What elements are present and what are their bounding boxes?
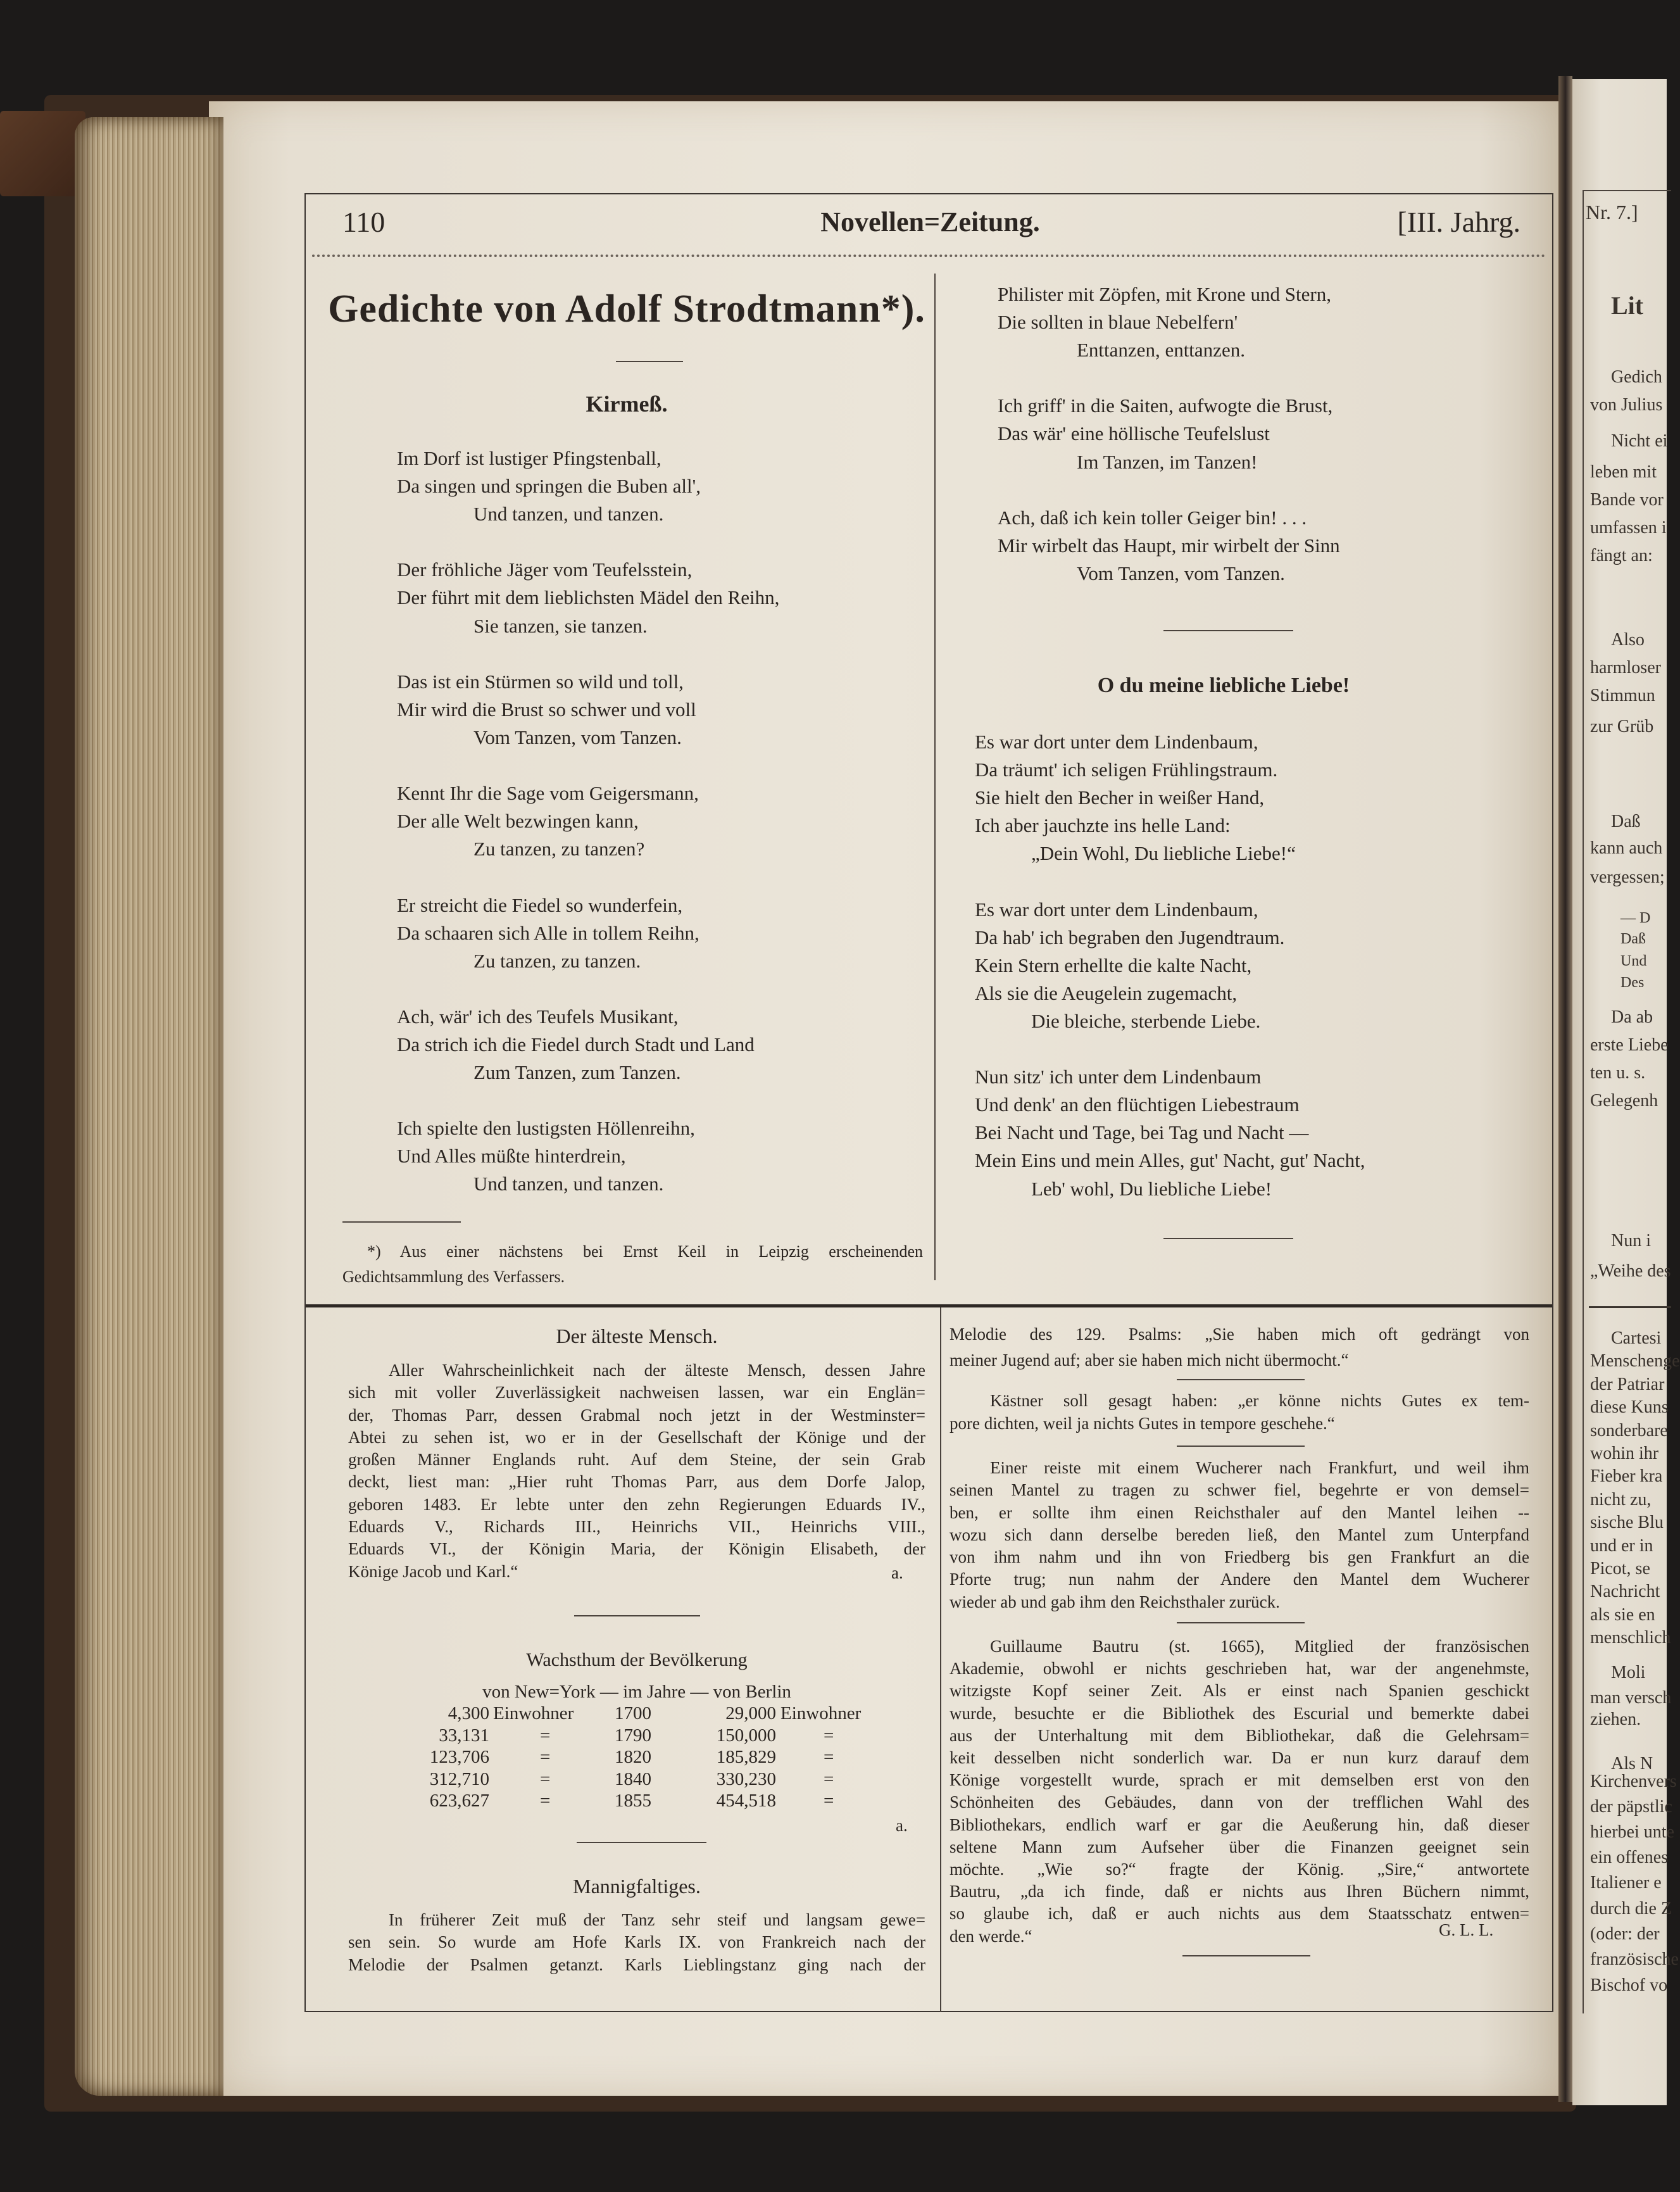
berlin-population: 150,000 [716,1725,776,1746]
verse-line: „Dein Wohl, Du liebliche Liebe!“ [1031,842,1296,865]
population-table [306,1703,932,1812]
poem-title-kirmess: Kirmeß. [586,391,668,417]
text-line: möchte. „Wie so?“ fragte der König. „Sire,“ antwortete [950,1860,1529,1879]
next-page-line: Picot, se [1590,1559,1650,1578]
verse-line: Im Tanzen, im Tanzen! [1077,450,1258,473]
verse-line: Zum Tanzen, zum Tanzen. [473,1061,681,1084]
next-page-line: zur Grüb [1590,717,1654,736]
signature: a. [896,1816,908,1835]
next-page-line: „Weihe des [1590,1261,1671,1281]
article-misc [348,1909,925,1976]
right-page-frame [1583,190,1584,2013]
verse-line: Bei Nacht und Tage, bei Tag und Nacht — [975,1121,1309,1144]
verse-line: Sie hielt den Becher in weißer Hand, [975,786,1265,809]
next-page-line: sonderbare [1590,1421,1668,1440]
section-rule [306,1304,1552,1307]
right-page-frame-top [1583,190,1671,191]
stanza [397,1114,779,1198]
verse-line: Zu tanzen, zu tanzen? [473,838,645,860]
header-wavy-rule [312,255,1546,257]
next-page-line: Und [1620,953,1647,969]
next-page-line: Daß [1611,812,1641,831]
verse-line: Als sie die Aeugelein zugemacht, [975,981,1238,1004]
separator [1177,1622,1305,1623]
page-edges [75,117,223,2096]
next-page-line: (oder: der [1590,1924,1660,1944]
next-page-line: menschlich [1590,1628,1671,1647]
next-page-line: harmloser [1590,658,1661,677]
verse-line: Nun sitz' ich unter dem Lindenbaum [975,1066,1262,1088]
book-gutter [1558,76,1572,2102]
separator [1177,1446,1305,1447]
text-line: aus der Unterhaltung mit dem Bibliothekar, daß die Gelehrsam= [950,1725,1529,1745]
next-page-line: Bischof vo [1590,1975,1668,1995]
next-page-line: fängt an: [1590,546,1653,565]
anecdote-kaestner [950,1389,1529,1435]
verse-line: Es war dort unter dem Lindenbaum, [975,898,1258,921]
ditto-mark: = [540,1725,551,1746]
text-line: meiner Jugend auf; aber sie haben mich nicht übermocht.“ [950,1351,1349,1370]
next-page-line: ten u. s. [1590,1063,1646,1083]
text-line: Guillaume Bautru (st. 1665), Mitglied der französischen [990,1637,1529,1656]
text-line: Einer reiste mit einem Wucherer nach Frankfurt, und weil ihm [990,1458,1529,1477]
unit-label: Einwohner [780,1703,862,1723]
verse-line: Es war dort unter dem Lindenbaum, [975,731,1258,753]
verse-line: Mir wirbelt das Haupt, mir wirbelt der Sinn [998,534,1340,557]
berlin-population: 330,230 [716,1768,776,1789]
anecdote-bautru [950,1635,1529,1948]
article-title-population: Wachsthum der Bevölkerung [526,1649,748,1670]
poem-title-liebe: O du meine liebliche Liebe! [1097,674,1350,697]
text-line: wozu sich dann derselbe bereden ließ, den Mantel zum Unterpfand [950,1525,1529,1544]
table-row [306,1725,932,1747]
text-line: keit desselben nicht sonderlich war. Da er nun kurz darauf dem [950,1748,1529,1768]
text-line: witzigste Kopf seiner Zeit. Als er einst nach Spanien geschickt [950,1681,1529,1701]
verse-line: Kein Stern erhellte die kalte Nacht, [975,954,1252,976]
book-spine-corner [0,111,85,196]
text-line: Bibliothekars, endlich warf er gar die Aeußerung hin, daß dieser [950,1815,1529,1834]
verse-line: Er streicht die Fiedel so wunderfein, [397,893,683,916]
verse-line: Ach, wär' ich des Teufels Musikant, [397,1005,679,1028]
text-line: ben, er sollte ihm einen Reichsthaler auf den Mantel leihen -- [950,1502,1529,1522]
text-line: geboren 1483. Er lebte unter den zehn Regierungen Eduards IV., [348,1494,925,1514]
text-line: Könige Jacob und Karl.“ [348,1561,518,1581]
next-page-line: wohin ihr [1590,1444,1659,1463]
next-page-line: vergessen; [1590,867,1665,887]
verse-line: Philister mit Zöpfen, mit Krone und Stern, [998,283,1331,305]
stanza [975,728,1365,867]
verse-line: Vom Tanzen, vom Tanzen. [473,726,682,748]
verse-line: Die sollten in blaue Nebelfern' [998,311,1238,334]
next-page-line: Nicht ei [1611,431,1668,451]
stanza [397,668,779,752]
new-york-population: 623,627 [429,1791,489,1811]
text-line: Akademie, obwohl er nichts geschrieben hat, war der angenehmste, [950,1659,1529,1679]
next-page-line: umfassen i [1590,518,1667,538]
stanza [397,556,779,639]
new-york-population: 123,706 [429,1747,489,1768]
population-table-header: von New=York — im Jahre — von Berlin [482,1682,791,1702]
text-line: wurde, besuchte er die Bibliothek des Escurial und bemerkte dabei [950,1703,1529,1723]
next-page-line: — D [1620,910,1651,926]
article-title-oldest-man: Der älteste Mensch. [556,1325,718,1347]
table-row [306,1703,932,1725]
berlin-population: 185,829 [716,1747,776,1768]
verse-line: Der führt mit dem lieblichsten Mädel den Reihn, [397,586,780,609]
berlin-population: 29,000 [725,1703,776,1723]
next-page-line: von Julius [1590,395,1663,415]
text-line: Schönheiten des Gebäudes, dann von der trefflichen Wahl des [950,1792,1529,1812]
article-misc-continued [950,1321,1529,1373]
anecdote-usurer [950,1457,1529,1613]
verse-line: Das wär' eine höllische Teufelslust [998,422,1270,445]
text-line: Gedichtsammlung des Verfassers. [342,1268,565,1286]
text-line: von ihm nahm und ihn von Friedberg bis gen Frankfurt an die [950,1547,1529,1567]
stanza [397,891,779,975]
next-page-line: kann auch [1590,838,1663,858]
ditto-mark: = [540,1791,551,1811]
new-york-population: 312,710 [429,1768,489,1789]
year: 1700 [615,1703,651,1723]
next-page-line: Menschenge [1590,1351,1680,1371]
ditto-mark: = [540,1747,551,1768]
next-page-line: Nachricht [1590,1582,1660,1601]
separator [1182,1955,1310,1956]
next-page-line: Nr. 7.] [1586,201,1638,224]
poem-kirmess-part1 [397,444,779,1226]
next-page-line: Fieber kra [1590,1466,1663,1486]
publication-title: Novellen=Zeitung. [820,206,1040,237]
year: 1820 [615,1747,651,1768]
stanza [998,392,1340,476]
poems-title: Gedichte von Adolf Strodtmann*). [328,287,925,331]
verse-line: Kennt Ihr die Sage vom Geigersmann, [397,782,699,805]
next-page-line: der päpstlic [1590,1797,1672,1817]
poem-kirmess-part2 [998,280,1340,615]
separator [577,1842,706,1843]
verse-line: Zu tanzen, zu tanzen. [473,949,641,972]
new-york-population: 4,300 [448,1703,489,1723]
text-line: so glaube ich, daß er auch nichts aus dem Staatsschatz entwen= [950,1904,1529,1924]
text-line: Melodie der Psalmen getanzt. Karls Lieblingstanz ging nach der [348,1955,925,1974]
text-line: sen sein. So wurde am Hofe Karls IX. von Frankreich nach der [348,1932,925,1952]
new-york-population: 33,131 [439,1725,489,1746]
year: 1855 [615,1791,651,1811]
ditto-mark: = [824,1725,834,1746]
page-number: 110 [342,206,386,238]
verse-line: Im Dorf ist lustiger Pfingstenball, [397,447,661,469]
ditto-mark: = [540,1768,551,1789]
stanza [975,896,1365,1035]
text-line: großen Männer Englands ruht. Auf dem Steine, der sein Grab [348,1450,925,1470]
verse-line: Der alle Welt bezwingen kann, [397,810,639,833]
table-row [306,1790,932,1812]
next-page-line: man versch [1590,1688,1672,1708]
separator [1163,1238,1293,1239]
text-line: Aller Wahrscheinlichkeit nach der älteste Mensch, dessen Jahre [389,1361,925,1380]
next-page-line: Lit [1611,291,1644,320]
verse-line: Die bleiche, sterbende Liebe. [1031,1009,1261,1032]
next-page-line: Nun i [1611,1231,1651,1250]
next-page-line: der Patriar [1590,1375,1665,1394]
verse-line: Mir wird die Brust so schwer und voll [397,698,696,721]
next-page-line: und er in [1590,1536,1653,1556]
verse-line: Und denk' an den flüchtigen Liebestraum [975,1093,1300,1116]
verse-line: Da schaaren sich Alle in tollem Reihn, [397,921,699,944]
next-page-line: ein offenes [1590,1848,1669,1867]
next-page-line: Als N [1611,1754,1653,1773]
verse-line: Da singen und springen die Buben all', [397,475,701,498]
table-row [306,1746,932,1768]
text-line: der, Thomas Parr, dessen Grabmal noch jetzt in der Westminster= [348,1405,925,1425]
verse-line: Sie tanzen, sie tanzen. [473,614,648,637]
verse-line: Mein Eins und mein Alles, gut' Nacht, gut' Nacht, [975,1149,1365,1172]
signature: G. L. L. [1439,1920,1494,1939]
text-line: Bautru, „da ich finde, daß er nichts aus Ihren Büchern nimmt, [950,1882,1529,1901]
next-page-line: nicht zu, [1590,1490,1652,1509]
text-line: seinen Mantel zu tragen zu schwer fiel, begehrte er von demsel= [950,1480,1529,1500]
next-page-line: Gedich [1611,367,1662,387]
separator [574,1615,700,1616]
ditto-mark: = [824,1768,834,1789]
volume-label: [III. Jahrg. [1397,206,1520,238]
text-line: seltene Mann zum Aufseher über die Finanzen geeignet sein [950,1837,1529,1856]
verse-line: Und Alles müßte hinterdrein, [397,1145,626,1168]
article-oldest-man [348,1359,925,1583]
year: 1840 [615,1768,651,1789]
next-page-line: Gelegenh [1590,1091,1658,1111]
ditto-mark: = [824,1791,834,1811]
title-ornament [616,361,683,362]
stanza [975,1063,1365,1202]
text-line: Kästner soll gesagt haben: „er könne nichts Gutes ex tem- [990,1391,1529,1410]
stanza [397,444,779,528]
page-frame [304,193,1553,2012]
right-page-rule [1589,1306,1671,1308]
next-page-line: Moli [1611,1663,1646,1682]
text-line: wieder ab und gab ihm den Reichsthaler zurück. [950,1592,1280,1611]
next-page-line: Kirchenvers [1590,1772,1677,1791]
verse-line: Ich spielte den lustigsten Höllenreihn, [397,1117,695,1140]
next-page-line: Da ab [1611,1007,1653,1027]
text-line: Könige vorgestellt wurde, sprach er mit demselben erst von den [950,1770,1529,1790]
article-title-misc: Mannigfaltiges. [573,1875,701,1898]
year: 1790 [615,1725,651,1746]
text-line: Abtei zu sehen ist, wo er in der Gesellschaft der Könige und der [348,1427,925,1447]
next-page-line: diese Kuns [1590,1397,1669,1417]
verse-line: Vom Tanzen, vom Tanzen. [1077,562,1285,584]
next-page-line: erste Liebe [1590,1035,1669,1055]
stanza [998,280,1340,364]
next-page-line: Stimmun [1590,686,1655,705]
text-line: sich mit voller Zuverlässigkeit nachweisen lassen, war ein Englän= [348,1383,925,1402]
next-page-line: sische Blu [1590,1513,1664,1532]
next-page-line: hierbei unte [1590,1822,1674,1842]
verse-line: Da strich ich die Fiedel durch Stadt und Land [397,1033,755,1055]
next-page-line: als sie en [1590,1605,1655,1625]
verse-line: Und tanzen, und tanzen. [473,503,664,526]
next-page-line: Also [1611,630,1645,650]
footnote-rule [342,1221,461,1223]
text-line: den werde.“ [950,1926,1032,1946]
verse-line: Ich aber jauchzte ins helle Land: [975,814,1231,837]
table-row [306,1768,932,1791]
stanza [998,504,1340,588]
verse-line: Das ist ein Stürmen so wild und toll, [397,670,684,693]
verse-line: Ich griff' in die Saiten, aufwogte die Brust, [998,394,1333,417]
text-line: Pforte trug; nun nahm der Andere den Mantel dem Wucherer [950,1570,1529,1589]
text-line: *) Aus einer nächstens bei Ernst Keil in Leipzig erscheinenden [367,1242,923,1261]
text-line: In früherer Zeit muß der Tanz sehr steif und langsam gewe= [389,1910,925,1929]
berlin-population: 454,518 [716,1791,776,1811]
separator [1163,630,1293,631]
next-page-line: Bande vor [1590,490,1664,510]
ditto-mark: = [824,1747,834,1768]
next-page-line: durch die Z [1590,1899,1672,1918]
next-page-line: leben mit [1590,462,1657,482]
text-line: Eduards VI., der Königin Maria, der Königin Elisabeth, der [348,1539,925,1559]
verse-line: Da träumt' ich seligen Frühlingstraum. [975,759,1278,781]
column-divider-lower [940,1307,941,2012]
next-page-line: Cartesi [1611,1328,1662,1348]
stanza [397,1003,779,1087]
footnote [342,1239,923,1290]
verse-line: Ach, daß ich kein toller Geiger bin! . . . [998,506,1307,529]
stanza [397,779,779,863]
unit-label: Einwohner [493,1703,574,1723]
signature: a. [891,1563,903,1582]
verse-line: Da hab' ich begraben den Jugendtraum. [975,926,1285,948]
next-page-line: ziehen. [1590,1710,1641,1729]
verse-line: Enttanzen, enttanzen. [1077,339,1245,362]
verse-line: Und tanzen, und tanzen. [473,1173,664,1195]
separator [1177,1379,1305,1380]
next-page-line: Des [1620,974,1645,991]
text-line: Melodie des 129. Psalms: „Sie haben mich oft gedrängt von [950,1325,1529,1344]
text-line: pore dichten, weil ja nichts Gutes in tempore geschehe.“ [950,1414,1335,1433]
verse-line: Der fröhliche Jäger vom Teufelsstein, [397,558,693,581]
verse-line: Leb' wohl, Du liebliche Liebe! [1031,1177,1272,1200]
poem-liebe [975,728,1365,1231]
next-page-line: Daß [1620,931,1646,947]
text-line: deckt, liest man: „Hier ruht Thomas Parr, aus dem Dorfe Jalop, [348,1472,925,1492]
next-page-line: französische [1590,1949,1679,1969]
column-divider [934,274,936,1280]
next-page-line: Italiener e [1590,1873,1662,1893]
text-line: Eduards V., Richards III., Heinrichs VII., Heinrichs VIII., [348,1517,925,1537]
